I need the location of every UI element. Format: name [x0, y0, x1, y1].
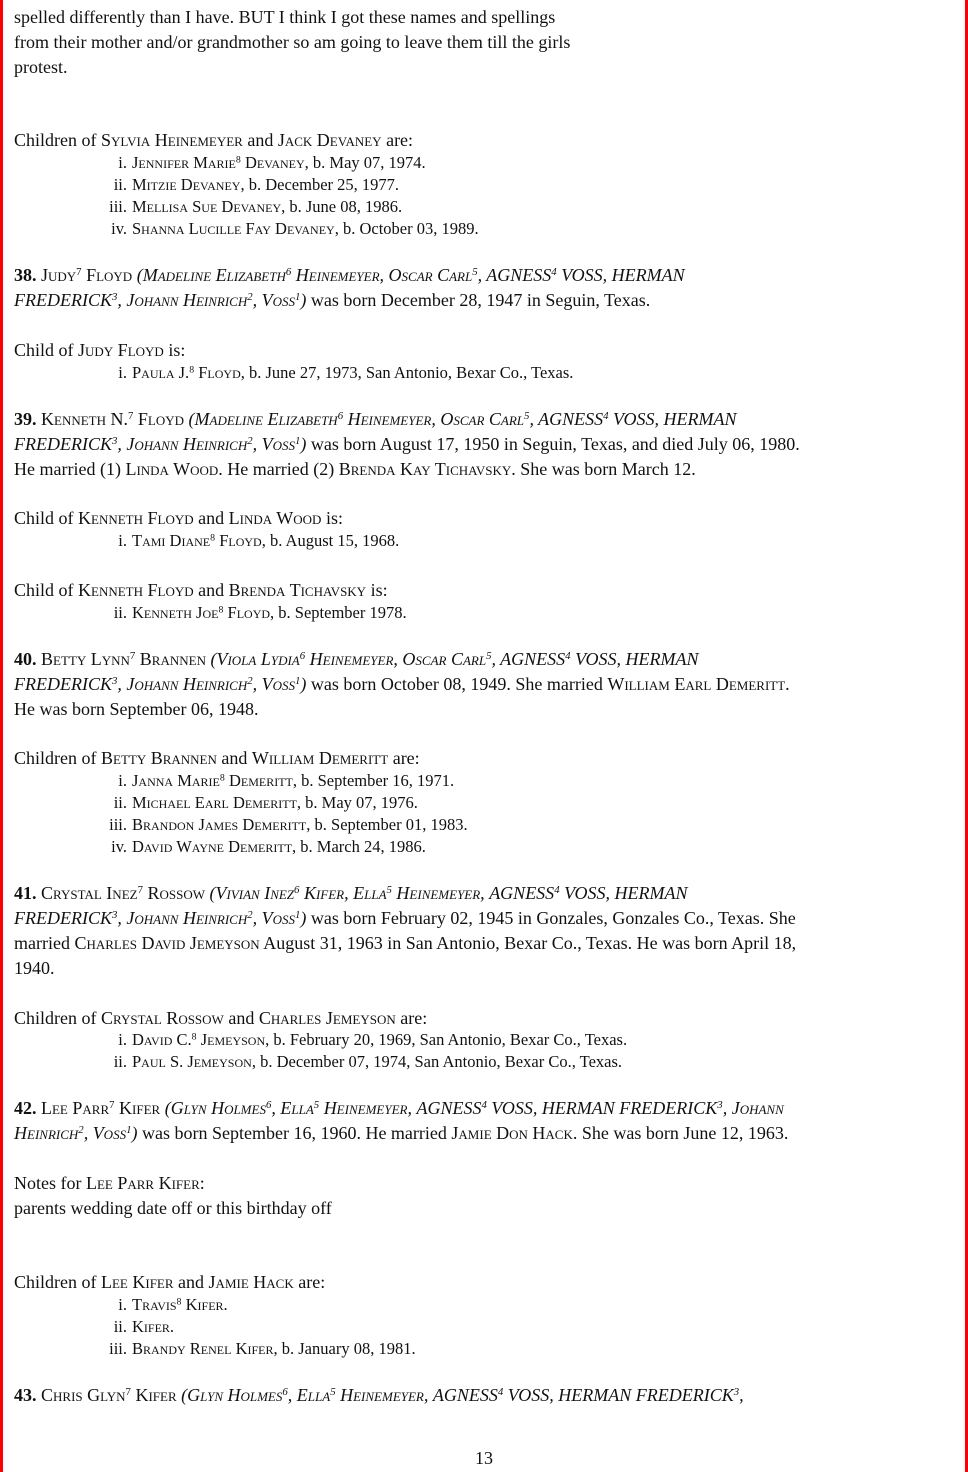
text-run: Linda Wood — [125, 459, 219, 479]
text-run: spelled differently than I have. BUT I think I got these names and spellings — [14, 7, 556, 27]
generation-superscript: 8 — [235, 154, 241, 166]
text-run: married — [14, 933, 75, 953]
text-run: . — [223, 1295, 228, 1314]
children-heading — [14, 506, 343, 530]
text-run: , b. March 24, 1986. — [292, 837, 426, 856]
child-entry — [132, 1315, 174, 1339]
text-run: , Voss — [252, 434, 296, 454]
text-run: Rossow — [142, 883, 205, 903]
child-entry — [132, 151, 426, 175]
generation-superscript: 6 — [294, 884, 300, 897]
generation-superscript: 3 — [111, 291, 118, 304]
text-run: (Madeline Elizabeth — [188, 409, 338, 429]
text-run: , Johann Heinrich — [117, 908, 248, 928]
children-heading — [14, 746, 420, 770]
children-heading — [14, 578, 388, 602]
text-run: Paula J. — [132, 363, 190, 382]
paragraph-line-first — [14, 5, 555, 29]
generation-superscript: 1 — [295, 909, 301, 922]
list-numeral: iii. — [109, 1339, 127, 1358]
text-run: is: — [321, 508, 343, 528]
generation-superscript: 2 — [247, 675, 253, 688]
generation-superscript: 4 — [497, 1386, 504, 1399]
generation-superscript: 7 — [76, 266, 82, 279]
child-entry — [132, 791, 418, 815]
text-run: (Glyn Holmes — [164, 1098, 266, 1118]
paragraph-line — [14, 1121, 788, 1145]
generation-superscript: 8 — [191, 1031, 197, 1043]
paragraph-line — [14, 697, 258, 721]
text-run: , b. December 25, 1977. — [240, 175, 400, 194]
text-run: and — [223, 1008, 259, 1028]
text-run: protest. — [14, 57, 68, 77]
text-run: Heinrich — [14, 1123, 79, 1143]
text-run: Heinemeyer, Oscar Carl — [291, 265, 473, 285]
text-run: (Viola Lydia — [210, 649, 300, 669]
generation-superscript: 2 — [247, 291, 253, 304]
text-run: Floyd — [194, 363, 241, 382]
text-run: 1940. — [14, 958, 55, 978]
text-run: William Earl Demeritt — [607, 674, 786, 694]
text-run: are: — [293, 1272, 326, 1292]
text-run: ) — [300, 674, 307, 694]
text-run: ) — [300, 908, 307, 928]
text-run: David Wayne Demeritt — [132, 837, 293, 856]
list-numeral: i. — [118, 1295, 127, 1314]
list-numeral: ii. — [113, 793, 127, 812]
paragraph-line — [14, 288, 650, 312]
text-run: Brannen — [135, 649, 206, 669]
generation-superscript: 3 — [111, 435, 118, 448]
text-run: Brandon James Demeritt — [132, 815, 307, 834]
text-run: Heinemeyer, — [335, 1385, 433, 1405]
children-heading — [14, 1270, 325, 1294]
text-run: Judy — [41, 265, 77, 285]
text-run: is: — [366, 580, 388, 600]
child-entry — [132, 529, 399, 553]
text-run: , Johann Heinrich — [117, 434, 248, 454]
generation-superscript: 1 — [295, 675, 301, 688]
text-run: . — [169, 1317, 175, 1336]
text-run: was born August 17, 1950 in Seguin, Texas, and died July 06, 1980. — [306, 434, 800, 454]
child-entry — [132, 1028, 627, 1052]
text-run: 40. — [14, 649, 37, 669]
text-run: , Johann Heinrich — [117, 290, 248, 310]
paragraph-line — [14, 672, 790, 696]
text-run: AGNESS — [416, 1098, 482, 1118]
text-run: Michael Earl Demeritt — [132, 793, 297, 812]
text-run: Kifer — [181, 1295, 224, 1314]
text-run: was born October 08, 1949. She married — [306, 674, 608, 694]
generation-superscript: 7 — [125, 1386, 131, 1399]
child-entry — [132, 835, 426, 859]
text-run: , Voss — [252, 290, 296, 310]
text-run: , b. August 15, 1968. — [261, 531, 400, 550]
text-run: , AGNESS — [477, 265, 552, 285]
text-run: Brenda Kay Tichavsky — [338, 459, 512, 479]
children-heading — [14, 128, 413, 152]
text-run: Lee Kifer — [101, 1272, 174, 1292]
children-heading — [14, 1006, 427, 1030]
text-run: , b. September 01, 1983. — [306, 815, 468, 834]
text-run: Kifer — [132, 1317, 170, 1336]
generation-superscript: 3 — [111, 909, 118, 922]
generation-superscript: 1 — [126, 1124, 132, 1137]
text-run: Chris Glyn — [41, 1385, 126, 1405]
list-numeral: iv. — [111, 837, 127, 856]
text-run: Lee Parr — [41, 1098, 110, 1118]
text-run: and — [242, 130, 278, 150]
list-numeral: i. — [118, 771, 127, 790]
text-run: are: — [388, 748, 420, 768]
generation-superscript: 5 — [472, 266, 478, 279]
text-run: 38. — [14, 265, 37, 285]
text-run: , b. September 1978. — [270, 603, 407, 622]
text-run: Crystal Rossow — [101, 1008, 224, 1028]
text-run: Mellisa Sue Devaney — [132, 197, 282, 216]
text-run: parents wedding date off or this birthday off — [14, 1198, 332, 1218]
text-run: , Ella — [287, 1385, 331, 1405]
child-entry — [132, 195, 402, 219]
text-run: are: — [381, 130, 414, 150]
text-run: Shanna Lucille Fay Devaney — [132, 219, 335, 238]
text-run: Kenneth Joe — [132, 603, 219, 622]
text-run: (Vivian Inez — [209, 883, 295, 903]
text-run: and — [216, 748, 252, 768]
text-run: , Johann — [722, 1098, 784, 1118]
generation-superscript: 6 — [265, 1099, 272, 1112]
text-run: , b. February 20, 1969, San Antonio, Bexar Co., Texas. — [265, 1030, 628, 1049]
generation-superscript: 5 — [486, 650, 492, 663]
text-run: Children of — [14, 1272, 101, 1292]
text-run: Brandy Renel Kifer — [132, 1339, 274, 1358]
list-numeral: i. — [118, 1030, 127, 1049]
text-run: FREDERICK — [14, 290, 112, 310]
generation-superscript: 5 — [386, 884, 392, 897]
text-run: . She was born March 12. — [511, 459, 696, 479]
text-run: was born September 16, 1960. He married — [137, 1123, 452, 1143]
paragraph-line-first — [14, 263, 685, 287]
text-run: FREDERICK — [14, 434, 112, 454]
text-run: Brenda Tichavsky — [228, 580, 367, 600]
list-numeral: ii. — [113, 603, 127, 622]
generation-superscript: 8 — [189, 364, 195, 376]
text-run: Devaney — [240, 153, 305, 172]
paragraph-line — [14, 1196, 332, 1220]
text-run: Sylvia Heinemeyer — [101, 130, 243, 150]
generation-superscript: 8 — [176, 1296, 182, 1308]
text-run: Children of — [14, 748, 101, 768]
generation-superscript: 2 — [78, 1124, 84, 1137]
child-entry — [132, 217, 479, 241]
text-run: from their mother and/or grandmother so am going to leave them till the girls — [14, 32, 571, 52]
text-run: Kifer — [114, 1098, 161, 1118]
text-run: FREDERICK — [14, 908, 112, 928]
text-run: He married (1) — [14, 459, 126, 479]
text-run: Child of — [14, 508, 79, 528]
text-run: , b. May 07, 1974. — [304, 153, 426, 172]
generation-superscript: 5 — [330, 1386, 336, 1399]
text-run: 42. — [14, 1098, 37, 1118]
child-entry — [132, 601, 407, 625]
text-run: Floyd — [133, 409, 185, 429]
text-run: Jamie Hack — [208, 1272, 294, 1292]
list-numeral: i. — [118, 153, 127, 172]
child-entry — [132, 769, 454, 793]
text-run: FREDERICK — [14, 674, 112, 694]
generation-superscript: 6 — [299, 650, 306, 663]
generation-superscript: 4 — [481, 1099, 487, 1112]
text-run: Judy Floyd — [78, 340, 164, 360]
generation-superscript: 6 — [337, 410, 344, 423]
text-run: , AGNESS — [529, 409, 604, 429]
text-run: Demeritt — [224, 771, 293, 790]
text-run: Heinemeyer, — [319, 1098, 417, 1118]
text-run: (Glyn Holmes — [181, 1385, 283, 1405]
text-run: is: — [163, 340, 186, 360]
generation-superscript: 7 — [137, 884, 143, 897]
text-run: Floyd — [215, 531, 262, 550]
list-numeral: ii. — [113, 1317, 127, 1336]
text-run: Betty Lynn — [41, 649, 130, 669]
text-run: Jemeyson — [196, 1030, 266, 1049]
paragraph-line-first — [14, 1383, 744, 1407]
text-run: , — [739, 1385, 744, 1405]
list-numeral: ii. — [113, 175, 127, 194]
text-run: 39. — [14, 409, 37, 429]
generation-superscript: 6 — [282, 1386, 288, 1399]
text-run: and — [173, 1272, 209, 1292]
text-run: Jennifer Marie — [132, 153, 236, 172]
text-run: , b. September 16, 1971. — [292, 771, 455, 790]
generation-superscript: 5 — [313, 1099, 320, 1112]
children-heading — [14, 338, 185, 362]
child-entry — [132, 361, 573, 385]
text-run: , b. May 07, 1976. — [296, 793, 418, 812]
text-run: Janna Marie — [132, 771, 220, 790]
text-run: , Voss — [252, 908, 296, 928]
text-run: Children of — [14, 1008, 101, 1028]
text-run: , Johann Heinrich — [117, 674, 248, 694]
text-run: , Voss — [252, 674, 296, 694]
text-run: Heinemeyer, Oscar Carl — [343, 409, 525, 429]
child-entry — [132, 1337, 416, 1361]
text-run: , Ella — [271, 1098, 314, 1118]
text-run: Kenneth N. — [41, 409, 128, 429]
text-run: ) — [300, 290, 307, 310]
text-run: Floyd — [81, 265, 133, 285]
text-run: Kenneth Floyd — [78, 580, 194, 600]
generation-superscript: 8 — [218, 604, 224, 616]
text-run: . — [785, 674, 790, 694]
text-run: and — [193, 580, 229, 600]
child-entry — [132, 813, 468, 837]
paragraph-line — [14, 956, 55, 980]
generation-superscript: 7 — [128, 410, 134, 423]
paragraph-line-first — [14, 407, 736, 431]
list-numeral: iv. — [111, 219, 127, 238]
paragraph-line — [14, 457, 696, 481]
generation-superscript: 8 — [219, 772, 225, 784]
child-entry — [132, 173, 399, 197]
generation-superscript: 1 — [295, 435, 301, 448]
text-run: Child of — [14, 340, 79, 360]
text-run: Crystal Inez — [41, 883, 138, 903]
text-run: 41. — [14, 883, 37, 903]
text-run: Child of — [14, 580, 79, 600]
text-run: Notes for — [14, 1173, 86, 1193]
text-run: Tami Diane — [132, 531, 211, 550]
paragraph-line-first — [14, 647, 699, 671]
text-run: Travis — [132, 1295, 177, 1314]
paragraph-line-first — [14, 881, 688, 905]
generation-superscript: 2 — [247, 909, 253, 922]
text-run: Heinemeyer, Oscar Carl — [305, 649, 487, 669]
text-run: Linda Wood — [228, 508, 322, 528]
generation-superscript: 6 — [285, 266, 292, 279]
text-run: AGNESS — [432, 1385, 498, 1405]
generation-superscript: 7 — [129, 650, 136, 663]
text-run: , b. June 08, 1986. — [281, 197, 403, 216]
text-run: VOSS, HERMAN — [559, 883, 688, 903]
paragraph-line — [14, 30, 570, 54]
text-run: VOSS, HERMAN — [608, 409, 737, 429]
child-entry — [132, 1050, 622, 1074]
list-numeral: ii. — [113, 1052, 127, 1071]
text-run: Kifer, Ella — [299, 883, 387, 903]
text-run: , AGNESS — [491, 649, 566, 669]
list-numeral: i. — [118, 363, 127, 382]
text-run: and — [193, 508, 229, 528]
text-run: : — [199, 1173, 205, 1193]
text-run: Kifer — [130, 1385, 177, 1405]
text-run: , Voss — [83, 1123, 127, 1143]
text-run: Lee Parr Kifer — [85, 1173, 200, 1193]
text-run: (Madeline Elizabeth — [136, 265, 286, 285]
generation-superscript: 8 — [210, 532, 216, 544]
text-run: Floyd — [223, 603, 271, 622]
text-run: VOSS, HERMAN — [570, 649, 699, 669]
paragraph-line — [14, 55, 68, 79]
text-run: Kenneth Floyd — [78, 508, 194, 528]
text-run: AGNESS — [489, 883, 555, 903]
text-run: , b. December 07, 1974, San Antonio, Bexar Co., Texas. — [251, 1052, 623, 1071]
generation-superscript: 2 — [247, 435, 253, 448]
text-run: Betty Brannen — [101, 748, 217, 768]
generation-superscript: 4 — [565, 650, 571, 663]
paragraph-line-first — [14, 1171, 205, 1195]
text-run: , b. January 08, 1981. — [273, 1339, 416, 1358]
child-entry — [132, 1293, 228, 1317]
text-run: Heinemeyer, — [391, 883, 490, 903]
text-run: David C. — [132, 1030, 192, 1049]
text-run: William Demeritt — [251, 748, 389, 768]
paragraph-line — [14, 432, 800, 456]
text-run: Charles Jemeyson — [258, 1008, 396, 1028]
text-run: 43. — [14, 1385, 37, 1405]
generation-superscript: 7 — [109, 1099, 115, 1112]
text-run: was born December 28, 1947 in Seguin, Texas. — [306, 290, 651, 310]
text-run: . She was born June 12, 1963. — [572, 1123, 789, 1143]
text-run: , b. June 27, 1973, San Antonio, Bexar Co., Texas. — [240, 363, 574, 382]
paragraph-line — [14, 931, 796, 955]
text-run: VOSS, HERMAN FREDERICK — [503, 1385, 734, 1405]
generation-superscript: 3 — [717, 1099, 723, 1112]
text-run: VOSS, HERMAN FREDERICK — [486, 1098, 718, 1118]
paragraph-line — [14, 906, 796, 930]
text-run: Paul S. Jemeyson — [132, 1052, 252, 1071]
text-run: He was born September 06, 1948. — [14, 699, 259, 719]
page-number: 13 — [475, 1448, 493, 1468]
text-run: VOSS, HERMAN — [556, 265, 685, 285]
text-run: Children of — [14, 130, 101, 150]
list-numeral: i. — [118, 531, 127, 550]
text-run: Jamie Don Hack — [451, 1123, 573, 1143]
text-run: Mitzie Devaney — [132, 175, 241, 194]
generation-superscript: 1 — [295, 291, 301, 304]
generation-superscript: 4 — [603, 410, 609, 423]
text-run: Charles David Jemeyson — [74, 933, 260, 953]
list-numeral: iii. — [109, 815, 127, 834]
generation-superscript: 4 — [551, 266, 557, 279]
text-run: ) — [131, 1123, 138, 1143]
text-run: are: — [395, 1008, 428, 1028]
text-run: ) — [300, 434, 307, 454]
generation-superscript: 3 — [111, 675, 118, 688]
text-run: , b. October 03, 1989. — [334, 219, 479, 238]
generation-superscript: 3 — [733, 1386, 740, 1399]
text-run: was born February 02, 1945 in Gonzales, Gonzales Co., Texas. She — [306, 908, 796, 928]
generation-superscript: 4 — [554, 884, 560, 897]
generation-superscript: 5 — [524, 410, 530, 423]
text-run: . He married (2) — [218, 459, 339, 479]
list-numeral: iii. — [109, 197, 127, 216]
page-border-left — [0, 0, 3, 1472]
paragraph-line-first — [14, 1096, 784, 1120]
text-run: August 31, 1963 in San Antonio, Bexar Co., Texas. He was born April 18, — [259, 933, 797, 953]
text-run: Jack Devaney — [277, 130, 382, 150]
